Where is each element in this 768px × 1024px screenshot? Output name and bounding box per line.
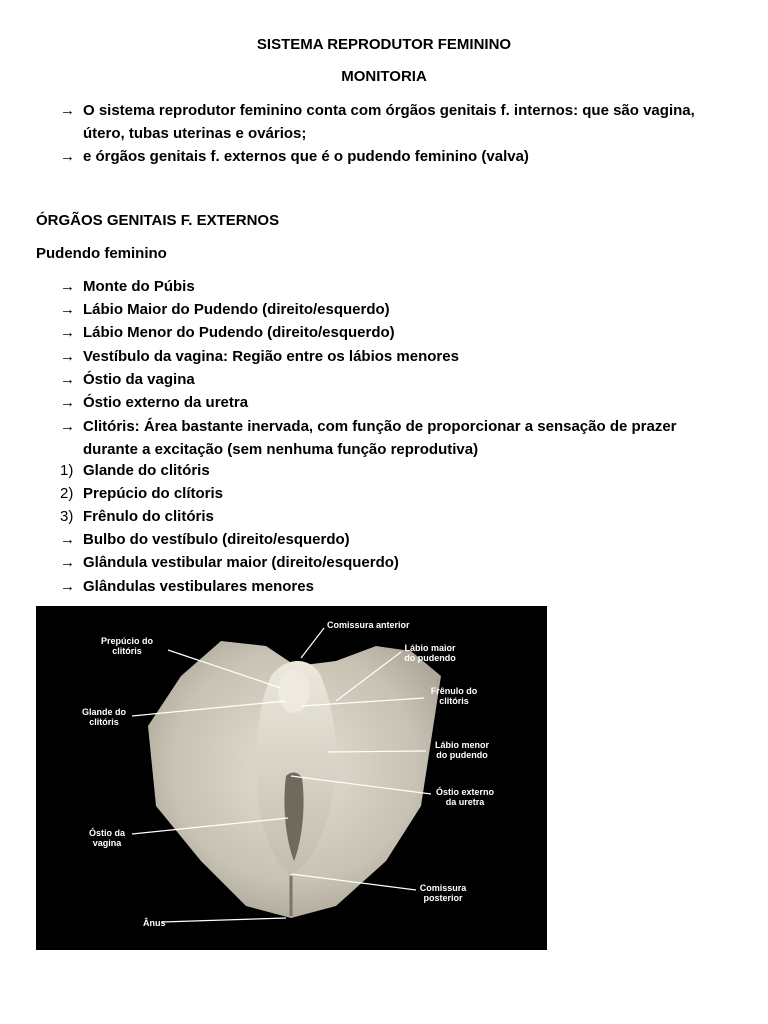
leader-line xyxy=(301,628,324,658)
arrow-icon: → xyxy=(60,554,75,571)
arrow-icon: → xyxy=(60,578,75,595)
label-glande: Glande do clitóris xyxy=(81,707,126,727)
arrow-icon: → xyxy=(60,348,75,365)
intro-text: O sistema reprodutor feminino conta com órgãos genitais f. internos: que são vagina, xyxy=(83,102,695,119)
page-subtitle: MONITORIA xyxy=(341,68,427,85)
label-prepucio: Prepúcio do clitóris xyxy=(100,636,153,656)
label-comissura-posterior: Comissura posterior xyxy=(419,883,467,903)
arrow-icon: → xyxy=(60,102,75,119)
label-ostio-vagina: Óstio da vagina xyxy=(88,828,125,848)
anatomy-figure xyxy=(36,606,547,950)
intro-text: e órgãos genitais f. externos que é o pudendo feminino (valva) xyxy=(83,148,529,165)
label-labio-maior: Lábio maior do pudendo xyxy=(404,643,456,663)
label-ostio-uretra: Óstio externo da uretra xyxy=(435,787,494,807)
arrow-icon: → xyxy=(60,371,75,388)
arrow-icon: → xyxy=(60,278,75,295)
arrow-icon: → xyxy=(60,324,75,341)
label-anus: Ânus xyxy=(143,918,166,928)
clitoral-hood-shape xyxy=(278,669,310,713)
arrow-icon: → xyxy=(60,531,75,548)
intro-text: útero, tubas uterinas e ovários; xyxy=(83,125,307,142)
label-labio-menor: Lábio menor do pudendo xyxy=(434,740,489,760)
arrow-icon: → xyxy=(60,418,75,435)
leader-line xyxy=(162,918,286,922)
arrow-icon: → xyxy=(60,148,75,165)
page-title: SISTEMA REPRODUTOR FEMININO xyxy=(256,36,512,53)
arrow-icon: → xyxy=(60,301,75,318)
arrow-icon: → xyxy=(60,394,75,411)
label-frenulo: Frênulo do clitóris xyxy=(430,686,478,706)
label-comissura-anterior: Comissura anterior xyxy=(327,620,410,630)
